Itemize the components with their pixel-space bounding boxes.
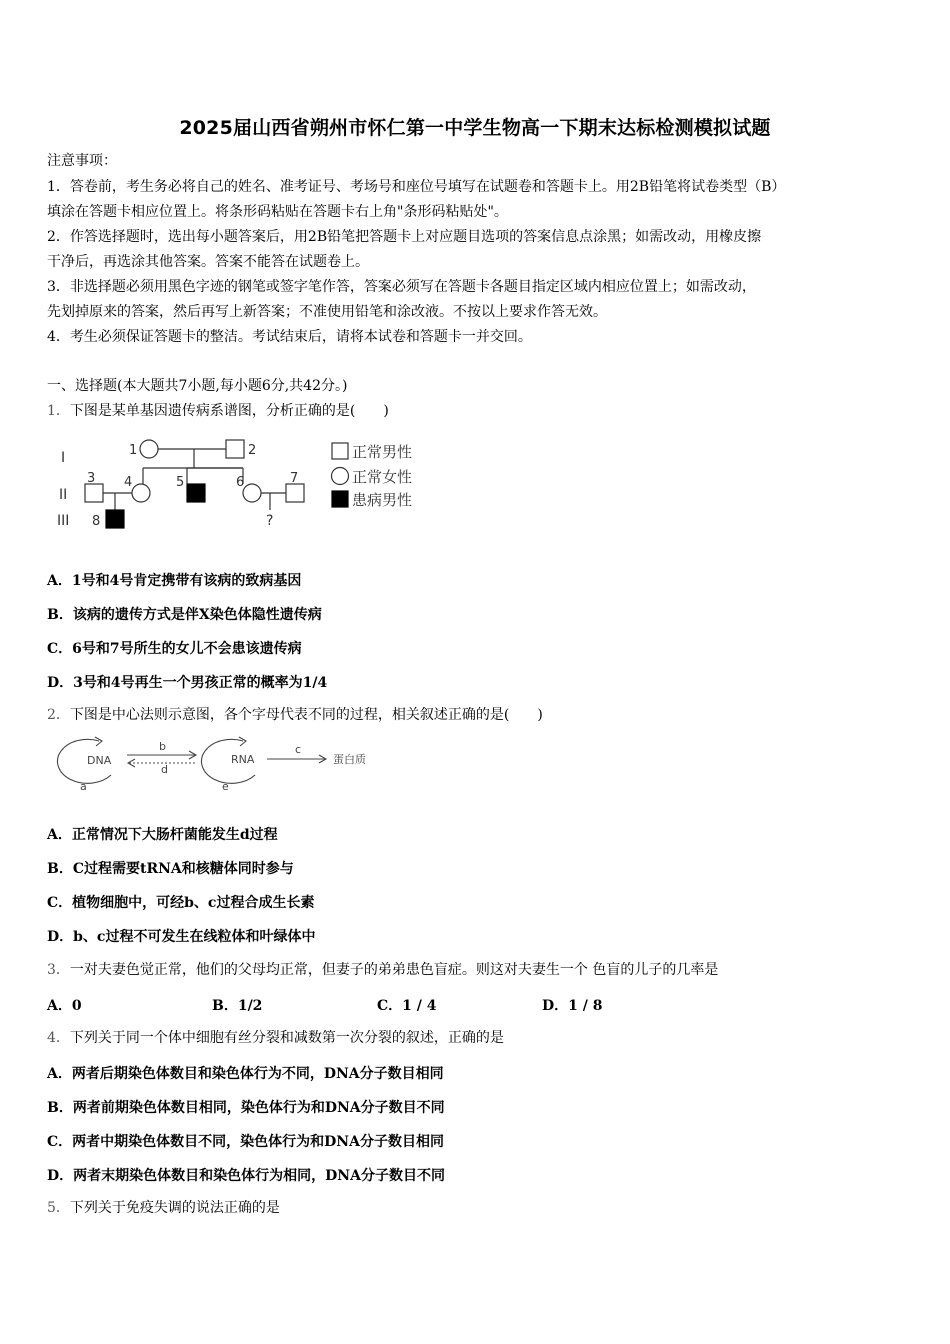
- q2-option-b: B．C过程需要tRNA和核糖体同时参与: [47, 861, 294, 877]
- question-number: 5．: [47, 1200, 70, 1216]
- id-label-2: 2: [248, 443, 257, 458]
- id-label-3: 3: [87, 471, 96, 486]
- q4-option-c: C．两者中期染色体数目不同，染色体行为和DNA分子数目相同: [47, 1134, 444, 1150]
- notice-line-3: 2．作答选择题时，选出每小题答案后，用2B铅笔把答题卡上对应题目选项的答案信息点涂黑；如需改动，用橡皮擦: [47, 229, 762, 245]
- notice-line-7: 4．考生必须保证答题卡的整洁。考试结束后，请将本试卷和答题卡一并交回。: [47, 329, 532, 345]
- central-dogma-figure: [55, 733, 385, 793]
- q1-option-a: A．1号和4号肯定携带有该病的致病基因: [47, 573, 302, 589]
- legend-normal-female-icon: [332, 468, 349, 485]
- dna-label: DNA: [87, 754, 112, 767]
- id-label-8: 8: [92, 514, 101, 529]
- q2-option-a: A．正常情况下大肠杆菌能发生d过程: [47, 827, 278, 843]
- question-3: [47, 961, 718, 979]
- id-label-5: 5: [176, 475, 185, 490]
- question-stem: 下列关于同一个体中细胞有丝分裂和减数第一次分裂的叙述，正确的是: [69, 1030, 504, 1046]
- question-stem: 下图是中心法则示意图，各个字母代表不同的过程，相关叙述正确的是( ): [69, 707, 543, 723]
- page-title: 2025届山西省朔州市怀仁第一中学生物高一下期末达标检测模拟试题: [179, 117, 771, 139]
- notice-line-1: 1．答卷前，考生务必将自己的姓名、准考证号、考场号和座位号填写在试题卷和答题卡上。用2B铅笔将试卷类型（B）: [47, 179, 786, 195]
- id-label-6: 6: [236, 475, 245, 490]
- id-label-7: 7: [290, 471, 299, 486]
- q4-option-d: D．两者末期染色体数目和染色体行为相同，DNA分子数目不同: [47, 1168, 445, 1184]
- q3-option-d: D．1 / 8: [542, 998, 603, 1014]
- pedigree-individual-8: [106, 510, 124, 528]
- id-label-1: 1: [129, 443, 138, 458]
- question-2: [47, 706, 543, 724]
- question-1: [47, 402, 389, 420]
- legend-affected-male: 患病男性: [352, 491, 413, 509]
- q1-option-c: C．6号和7号所生的女儿不会患该遗传病: [47, 641, 302, 657]
- pedigree-individual-3: [85, 484, 103, 502]
- question-5: [47, 1199, 280, 1217]
- notice-line-4: 干净后，再选涂其他答案。答案不能答在试题卷上。: [47, 254, 369, 270]
- question-stem: 一对夫妻色觉正常，他们的父母均正常，但妻子的弟弟患色盲症。则这对夫妻生一个 色盲的儿子的几率是: [69, 962, 719, 978]
- q3-option-a: A．0: [47, 998, 82, 1014]
- pedigree-figure: [50, 432, 430, 534]
- generation-label-1: I: [61, 450, 66, 466]
- rna-label: RNA: [231, 753, 255, 766]
- protein-label: 蛋白质: [333, 753, 366, 766]
- notice-line-6: 先划掉原来的答案，然后再写上新答案；不准使用铅笔和涂改液。不按以上要求作答无效。: [47, 304, 607, 320]
- pedigree-individual-6: [243, 484, 261, 502]
- legend-normal-female: 正常女性: [352, 468, 413, 486]
- question-number: 2．: [47, 707, 70, 723]
- question-4: [47, 1029, 504, 1047]
- q4-option-a: A．两者后期染色体数目和染色体行为不同，DNA分子数目相同: [47, 1066, 444, 1082]
- q3-option-c: C．1 / 4: [377, 998, 437, 1014]
- q3-option-b: B．1/2: [212, 998, 263, 1014]
- process-label-c: c: [295, 743, 302, 756]
- legend-normal-male: 正常男性: [352, 443, 413, 461]
- pedigree-individual-5: [187, 484, 205, 502]
- pedigree-individual-1: [140, 440, 158, 458]
- question-stem: 下图是某单基因遗传病系谱图，分析正确的是( ): [69, 403, 389, 419]
- q1-option-d: D．3号和4号再生一个男孩正常的概率为1/4: [47, 675, 328, 691]
- unknown-offspring-label: ?: [266, 513, 274, 529]
- q4-option-b: B．两者前期染色体数目相同，染色体行为和DNA分子数目不同: [47, 1100, 445, 1116]
- legend-normal-male-icon: [332, 443, 348, 459]
- process-label-a: a: [80, 780, 87, 793]
- notice-line-5: 3．非选择题必须用黑色字迹的钢笔或签字笔作答，答案必须写在答题卡各题目指定区域内相应位置上；如需改动，: [47, 279, 756, 295]
- q1-option-b: B．该病的遗传方式是伴X染色体隐性遗传病: [47, 607, 322, 623]
- id-label-4: 4: [124, 475, 133, 490]
- legend-affected-male-icon: [332, 491, 348, 507]
- process-label-e: e: [222, 780, 229, 793]
- pedigree-individual-2: [226, 440, 244, 458]
- question-number: 3．: [47, 962, 70, 978]
- section-heading: 一、选择题(本大题共7小题,每小题6分,共42分。): [47, 378, 348, 394]
- generation-label-3: III: [57, 513, 70, 529]
- process-label-b: b: [159, 740, 166, 753]
- q2-option-d: D．b、c过程不可发生在线粒体和叶绿体中: [47, 929, 316, 945]
- question-number: 1．: [47, 403, 70, 419]
- notice-heading: 注意事项：: [47, 153, 117, 169]
- question-stem: 下列关于免疫失调的说法正确的是: [69, 1200, 280, 1216]
- pedigree-individual-4: [132, 484, 150, 502]
- question-number: 4．: [47, 1030, 70, 1046]
- process-label-d: d: [161, 763, 168, 776]
- q2-option-c: C．植物细胞中，可经b、c过程合成生长素: [47, 895, 315, 911]
- pedigree-individual-7: [286, 484, 304, 502]
- notice-line-2: 填涂在答题卡相应位置上。将条形码粘贴在答题卡右上角"条形码粘贴处"。: [47, 204, 508, 220]
- generation-label-2: II: [59, 487, 68, 503]
